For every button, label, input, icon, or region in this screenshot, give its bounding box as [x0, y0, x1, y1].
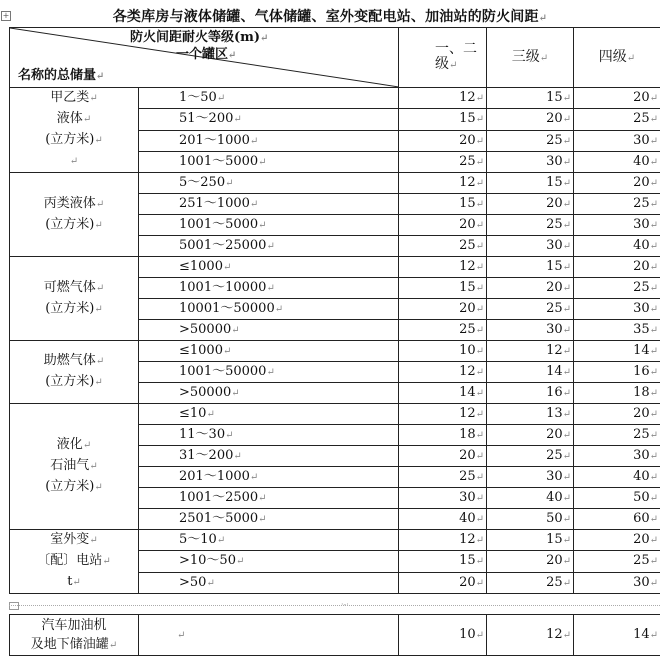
range-cell: ↵: [139, 615, 399, 656]
category-cell: 丙类液体↵ (立方米)↵: [10, 173, 139, 257]
range-cell: 5～10↵: [139, 530, 399, 551]
value-cell-grade-4: 60↵: [574, 509, 660, 530]
header-total-storage: 名称的总储量↵: [18, 68, 105, 83]
value-cell-grade-1-2: 12↵: [399, 404, 487, 425]
range-cell: 31～200↵: [139, 446, 399, 467]
value-cell-grade-4: 30↵: [574, 572, 660, 593]
category-cell: 液化↵ 石油气↵ (立方米)↵: [10, 404, 139, 530]
range-cell: 201～1000↵: [139, 130, 399, 151]
value-cell-grade-3: 12↵: [487, 615, 574, 656]
value-cell-grade-3: 25↵: [487, 572, 574, 593]
value-cell-grade-4: 14↵: [574, 341, 660, 362]
value-cell-grade-3: 14↵: [487, 362, 574, 383]
value-cell-grade-1-2: 20↵: [399, 130, 487, 151]
value-cell-grade-3: 20↵: [487, 194, 574, 215]
value-cell-grade-1-2: 20↵: [399, 299, 487, 320]
value-cell-grade-1-2: 15↵: [399, 194, 487, 215]
range-cell: 1001～5000↵: [139, 151, 399, 172]
value-cell-grade-3: 25↵: [487, 446, 574, 467]
value-cell-grade-4: 40↵: [574, 151, 660, 172]
value-cell-grade-3: 15↵: [487, 257, 574, 278]
value-cell-grade-1-2: 12↵: [399, 257, 487, 278]
table-row: [10, 404, 660, 425]
value-cell-grade-3: 20↵: [487, 551, 574, 572]
table-row: [10, 257, 660, 278]
gas-station-table: [9, 614, 660, 656]
value-cell-grade-3: 13↵: [487, 404, 574, 425]
value-cell-grade-3: 15↵: [487, 173, 574, 194]
table-move-handle-icon[interactable]: +: [2, 11, 10, 20]
value-cell-grade-1-2: 25↵: [399, 236, 487, 257]
value-cell-grade-3: 40↵: [487, 488, 574, 509]
value-cell-grade-3: 30↵: [487, 467, 574, 488]
value-cell-grade-3: 30↵: [487, 320, 574, 341]
category-cell: 室外变↵ 〔配〕电站↵ t↵: [10, 530, 139, 594]
value-cell-grade-3: 20↵: [487, 278, 574, 299]
fire-distance-table: [9, 27, 660, 594]
table-row: [10, 88, 660, 109]
value-cell-grade-4: 25↵: [574, 278, 660, 299]
table-row: [10, 341, 660, 362]
range-cell: >50000↵: [139, 383, 399, 404]
value-cell-grade-4: 25↵: [574, 109, 660, 130]
category-cell: 可燃气体↵ (立方米)↵: [10, 257, 139, 341]
document-title: 各类库房与液体储罐、气体储罐、室外变配电站、加油站的防火间距↵: [112, 9, 548, 25]
value-cell-grade-1-2: 20↵: [399, 446, 487, 467]
value-cell-grade-4: 20↵: [574, 257, 660, 278]
header-tank-area: 一个罐区↵: [176, 47, 237, 62]
value-cell-grade-4: 30↵: [574, 299, 660, 320]
value-cell-grade-1-2: 10↵: [399, 615, 487, 656]
value-cell-grade-3: 20↵: [487, 425, 574, 446]
table-header-row: [10, 28, 660, 88]
value-cell-grade-1-2: 15↵: [399, 551, 487, 572]
value-cell-grade-1-2: 18↵: [399, 425, 487, 446]
value-cell-grade-4: 20↵: [574, 404, 660, 425]
range-cell: 11～30↵: [139, 425, 399, 446]
value-cell-grade-4: 30↵: [574, 215, 660, 236]
category-cell: 甲乙类↵ 液体↵ (立方米)↵ ↵: [10, 88, 139, 173]
value-cell-grade-1-2: 25↵: [399, 320, 487, 341]
range-cell: 1001～50000↵: [139, 362, 399, 383]
range-cell: 5001～25000↵: [139, 236, 399, 257]
value-cell-grade-3: 25↵: [487, 130, 574, 151]
value-cell-grade-3: 25↵: [487, 215, 574, 236]
value-cell-grade-3: 30↵: [487, 236, 574, 257]
header-fire-distance: 防火间距耐火等级(m)↵: [130, 30, 269, 45]
value-cell-grade-4: 16↵: [574, 362, 660, 383]
value-cell-grade-3: 15↵: [487, 530, 574, 551]
value-cell-grade-4: 18↵: [574, 383, 660, 404]
value-cell-grade-1-2: 15↵: [399, 278, 487, 299]
range-cell: 1001～5000↵: [139, 215, 399, 236]
value-cell-grade-1-2: 15↵: [399, 109, 487, 130]
range-cell: ≤1000↵: [139, 341, 399, 362]
value-cell-grade-4: 20↵: [574, 88, 660, 109]
range-cell: 1001～2500↵: [139, 488, 399, 509]
value-cell-grade-1-2: 20↵: [399, 215, 487, 236]
range-cell: >10～50↵: [139, 551, 399, 572]
header-grade-4: 四级↵: [574, 28, 660, 88]
value-cell-grade-3: 15↵: [487, 88, 574, 109]
value-cell-grade-4: 25↵: [574, 194, 660, 215]
value-cell-grade-1-2: 25↵: [399, 151, 487, 172]
table-row: [10, 615, 660, 656]
range-cell: >50000↵: [139, 320, 399, 341]
category-cell: 汽车加油机 及地下储油罐↵: [10, 615, 139, 656]
header-grade-1-2: 一、二 级↵: [399, 28, 487, 88]
range-cell: 51～200↵: [139, 109, 399, 130]
table-row: [10, 173, 660, 194]
range-cell: 2501～5000↵: [139, 509, 399, 530]
value-cell-grade-1-2: 12↵: [399, 362, 487, 383]
category-cell: 助燃气体↵ (立方米)↵: [10, 341, 139, 404]
value-cell-grade-4: 30↵: [574, 446, 660, 467]
value-cell-grade-4: 14↵: [574, 615, 660, 656]
range-cell: 1～50↵: [139, 88, 399, 109]
value-cell-grade-3: 25↵: [487, 299, 574, 320]
value-cell-grade-4: 20↵: [574, 173, 660, 194]
table-split-separator: ·-·: [9, 602, 660, 610]
value-cell-grade-3: 12↵: [487, 341, 574, 362]
value-cell-grade-1-2: 40↵: [399, 509, 487, 530]
value-cell-grade-4: 30↵: [574, 130, 660, 151]
value-cell-grade-1-2: 14↵: [399, 383, 487, 404]
value-cell-grade-3: 16↵: [487, 383, 574, 404]
value-cell-grade-4: 50↵: [574, 488, 660, 509]
range-cell: 10001～50000↵: [139, 299, 399, 320]
diagonal-header-cell: [10, 28, 399, 88]
value-cell-grade-4: 25↵: [574, 425, 660, 446]
table-row: [10, 530, 660, 551]
range-cell: >50↵: [139, 572, 399, 593]
value-cell-grade-1-2: 20↵: [399, 572, 487, 593]
value-cell-grade-3: 30↵: [487, 151, 574, 172]
value-cell-grade-1-2: 12↵: [399, 173, 487, 194]
value-cell-grade-4: 25↵: [574, 551, 660, 572]
header-grade-3: 三级↵: [487, 28, 574, 88]
value-cell-grade-3: 20↵: [487, 109, 574, 130]
value-cell-grade-4: 35↵: [574, 320, 660, 341]
value-cell-grade-1-2: 30↵: [399, 488, 487, 509]
value-cell-grade-1-2: 12↵: [399, 88, 487, 109]
value-cell-grade-1-2: 12↵: [399, 530, 487, 551]
value-cell-grade-1-2: 10↵: [399, 341, 487, 362]
value-cell-grade-4: 40↵: [574, 236, 660, 257]
value-cell-grade-1-2: 25↵: [399, 467, 487, 488]
range-cell: 1001～10000↵: [139, 278, 399, 299]
range-cell: ≤1000↵: [139, 257, 399, 278]
value-cell-grade-4: 20↵: [574, 530, 660, 551]
range-cell: ≤10↵: [139, 404, 399, 425]
row-resize-handle-icon[interactable]: [9, 602, 19, 610]
range-cell: 251～1000↵: [139, 194, 399, 215]
range-cell: 201～1000↵: [139, 467, 399, 488]
value-cell-grade-3: 50↵: [487, 509, 574, 530]
paragraph-mark-icon: ↵: [538, 13, 548, 24]
range-cell: 5～250↵: [139, 173, 399, 194]
value-cell-grade-4: 40↵: [574, 467, 660, 488]
